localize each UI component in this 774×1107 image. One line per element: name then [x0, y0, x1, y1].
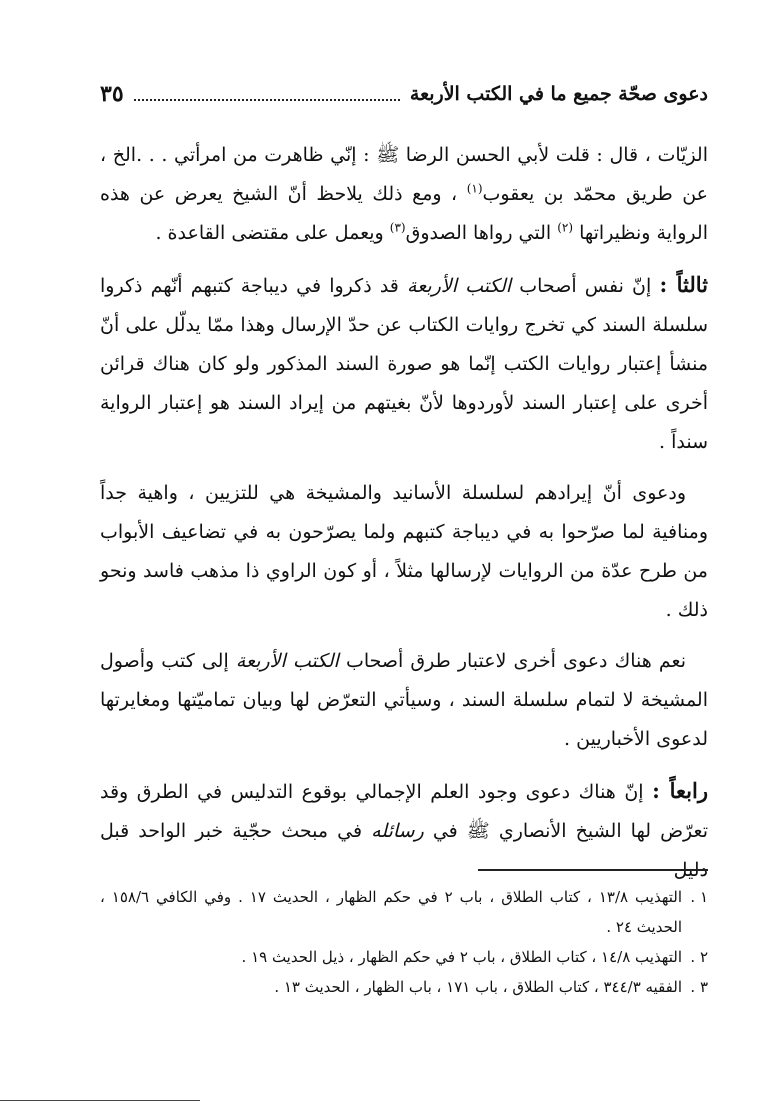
paragraph-5-part-b: في مبحث حجّية خبر الواحد قبل دليل [100, 820, 708, 881]
paragraph-4 [100, 642, 708, 759]
paragraph-2-part-b: قد ذكروا في ديباجة كتبهم أنّهم ذكروا سلسلة السند كي تخرج روايات الكتاب عن حدّ الإرسال وهذا ممّا يدلّل على أنّ منشأ إعتبار روايات الكتب إنّما هو صورة السند المذكور ولو كان هناك قرائن أخرى على إعتبار السند لأوردوها لأنّ بغيتهم من إيراد السند هو إعتبار الرواية سنداً . [100, 275, 708, 453]
paragraph-1-part-b: ، ومع ذلك يلاحظ أنّ الشيخ يعرض عن هذه الرواية ونظيراتها [100, 183, 708, 244]
paragraph-1-part-c: التي رواها الصدوق [405, 222, 558, 244]
running-title: دعوى صحّة جميع ما في الكتب الأربعة [409, 83, 708, 105]
paragraph-5 [100, 771, 708, 890]
footnote-3 [100, 972, 708, 1002]
paragraph-2-lead: ثالثاً : [659, 272, 708, 297]
paragraph-4-part-b: إلى كتب وأصول المشيخة لا لتمام سلسلة السند ، وسيأتي التعرّض لها وبيان تماميّتها ومغايرتها لدعوى الأخباريين . [100, 650, 708, 750]
body-text [100, 136, 708, 902]
paragraph-1-part-a: الزيّات ، قال : قلت لأبي الحسن الرضا ﷺ : إنّي ظاهرت من امرأتي . . .الخ ، عن طريق محمّد بن يعقوب [100, 144, 708, 205]
footnote-ref-1: (١) [466, 181, 483, 196]
paragraph-2-emphasis: الكتب الأربعة [407, 275, 512, 297]
footnote-number: ٢ . [690, 948, 708, 966]
footnote-number: ١ . [690, 888, 708, 906]
paragraph-2-part-a: إنّ نفس أصحاب [511, 275, 660, 297]
footnote-2 [100, 942, 708, 972]
footnote-text: الفقيه ٣٤٤/٣ ، كتاب الطلاق ، باب ١٧١ ، باب الظهار ، الحديث ١٣ . [274, 978, 682, 996]
footnote-1 [100, 882, 708, 942]
paragraph-1-part-d: ويعمل على مقتضى القاعدة . [155, 222, 390, 244]
paragraph-5-part-a: إنّ هناك دعوى وجود العلم الإجمالي بوقوع التدليس في الطرق وقد تعرّض لها الشيخ الأنصاري ﷺ في [100, 781, 708, 842]
footnote-text: التهذيب ١٤/٨ ، كتاب الطلاق ، باب ٢ في حكم الظهار ، ذيل الحديث ١٩ . [241, 948, 682, 966]
paragraph-5-lead: رابعاً : [652, 778, 708, 803]
paragraph-1 [100, 136, 708, 253]
paragraph-2 [100, 265, 708, 462]
paragraph-3: ودعوى أنّ إيرادهم لسلسلة الأسانيد والمشيخة هي للتزيين ، واهية جداً ومنافية لما صرّحوا به في ديباجة كتبهم ولما يصرّحون به في تضاعيف الأبواب من طرح عدّة من الروايات لإرسالها مثلاً ، أو كون الراوي ذا مذهب فاسد ونحو ذلك . [100, 482, 708, 621]
paragraph-4-part-a: نعم هناك دعوى أخرى لاعتبار طرق أصحاب [338, 650, 687, 672]
scan-edge-line [0, 1100, 200, 1101]
header-dot-leader [134, 87, 400, 101]
page-header [100, 80, 708, 108]
page-number: ٣٥ [100, 81, 124, 107]
paragraph-4-emphasis: الكتب الأربعة [235, 650, 339, 672]
footnote-number: ٣ . [690, 978, 708, 996]
paragraph-5-emphasis: رسائله [371, 820, 424, 842]
footnote-ref-2: (٢) [557, 220, 574, 235]
footnote-text: التهذيب ١٣/٨ ، كتاب الطلاق ، باب ٢ في حكم الظهار ، الحديث ١٧ . وفي الكافي ١٥٨/٦ ، الحديث ٢٤ . [100, 888, 682, 936]
footnote-ref-3: (٣) [389, 220, 406, 235]
footnote-separator [478, 869, 708, 871]
footnotes [100, 882, 708, 1002]
